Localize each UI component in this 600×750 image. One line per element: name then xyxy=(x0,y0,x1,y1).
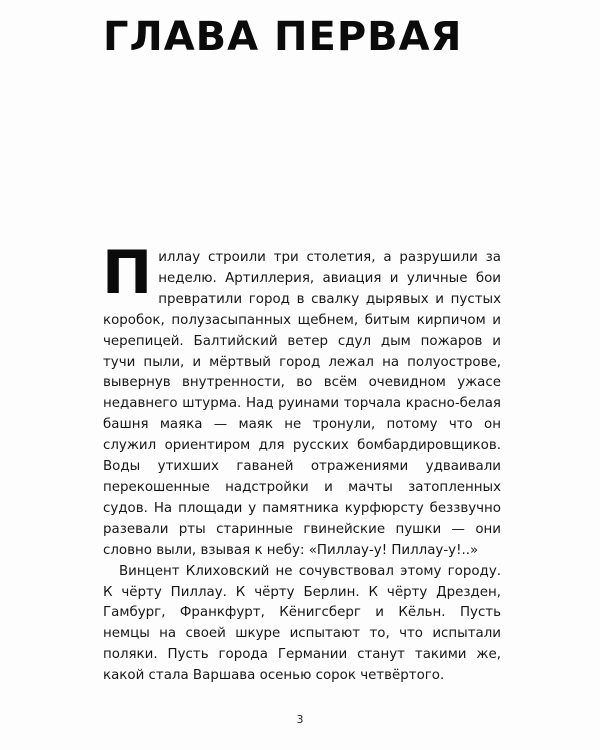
page-number: 3 xyxy=(296,713,304,726)
paragraph-1 xyxy=(102,238,501,562)
chapter-title: ГЛАВА ПЕРВАЯ xyxy=(103,14,463,60)
drop-cap-letter: П xyxy=(102,238,153,308)
paragraph-1-text: иллау строили три столетия, а разрушили за неделю. Артиллерия, авиация и уличные бои превратили город в свалку дырявых и пустых коробок, полузасыпанных щебнем, битым кирпичом и черепицей. Балтийский ветер сдул дым пожаров и тучи пыли, и мёртвый город лежал на полуострове, вывернув внутренности, во всём очевидном ужасе недавнего штурма. Над руинами торчала красно-белая башня маяка — маяк не тронули, потому что он служил ориентиром для русских бомбардировщиков. Воды утихших гаваней отражениями удваивали перекошенные надстройки и мачты затопленных судов. На площади у памятника курфюрсту беззвучно разевали рты старинные гвинейские пушки — они словно выли, взывая к небу: «Пиллау-у! Пиллау-у!..» xyxy=(103,250,501,558)
chapter-body xyxy=(102,238,501,687)
paragraph-2: Винцент Клиховский не сочувствовал этому городу. К чёрту Пиллау. К чёрту Берлин. К чёрту Дрезден, Гамбург, Франкфурт, Кёнигсберг и Кёльн. Пусть немцы на своей шкуре испытают то, что испытали поляки. Пусть города Германии станут такими же, какой стала Варшава осенью сорок четвёртого. xyxy=(103,563,501,684)
